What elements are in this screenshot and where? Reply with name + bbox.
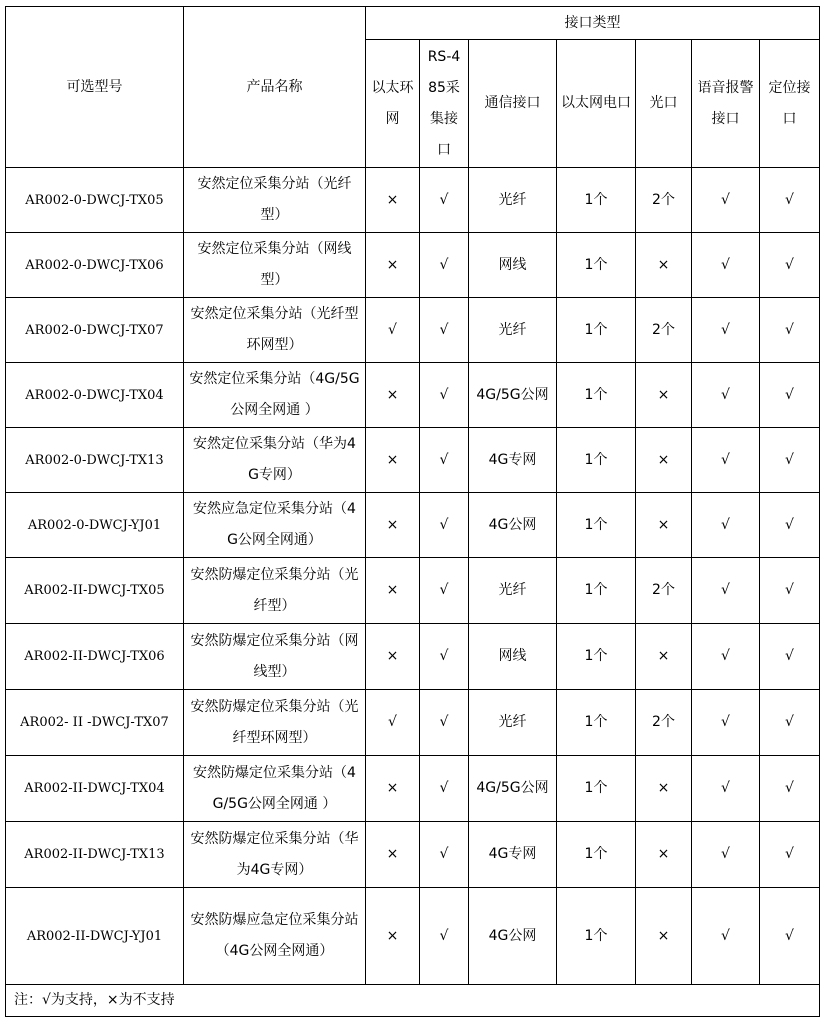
locate-cell: √ (760, 888, 820, 985)
table-footnote: 注：√为支持，×为不支持 (6, 985, 820, 1017)
header-optical-port: 光口 (636, 40, 692, 168)
comm-cell: 4G专网 (469, 822, 557, 888)
ring-cell: √ (366, 690, 420, 756)
locate-cell: √ (760, 428, 820, 493)
optical-cell: × (636, 888, 692, 985)
ethernet-cell: 1个 (557, 298, 636, 363)
voice-cell: √ (692, 888, 760, 985)
model-cell: AR002-II-DWCJ-TX04 (6, 756, 184, 822)
comm-cell: 4G/5G公网 (469, 756, 557, 822)
ring-cell: × (366, 624, 420, 690)
comm-cell: 4G专网 (469, 428, 557, 493)
optical-cell: × (636, 233, 692, 298)
ethernet-cell: 1个 (557, 168, 636, 233)
ethernet-cell: 1个 (557, 756, 636, 822)
product-name-cell: 安然防爆应急定位采集分站（4G公网全网通） (184, 888, 366, 985)
header-positioning: 定位接口 (760, 40, 820, 168)
optical-cell: × (636, 822, 692, 888)
optical-cell: 2个 (636, 558, 692, 624)
rs485-cell: √ (420, 168, 469, 233)
optical-cell: 2个 (636, 690, 692, 756)
product-name-cell: 安然定位采集分站（网线型） (184, 233, 366, 298)
optical-cell: 2个 (636, 168, 692, 233)
comm-cell: 光纤 (469, 168, 557, 233)
product-name-cell: 安然定位采集分站（华为4G专网） (184, 428, 366, 493)
header-voice-alarm: 语音报警接口 (692, 40, 760, 168)
rs485-cell: √ (420, 822, 469, 888)
voice-cell: √ (692, 233, 760, 298)
model-cell: AR002-II-DWCJ-TX06 (6, 624, 184, 690)
locate-cell: √ (760, 558, 820, 624)
model-cell: AR002-0-DWCJ-TX04 (6, 363, 184, 428)
locate-cell: √ (760, 363, 820, 428)
model-cell: AR002-II-DWCJ-TX05 (6, 558, 184, 624)
locate-cell: √ (760, 233, 820, 298)
voice-cell: √ (692, 493, 760, 558)
product-name-cell: 安然防爆定位采集分站（网线型） (184, 624, 366, 690)
header-product-name: 产品名称 (184, 7, 366, 168)
ethernet-cell: 1个 (557, 493, 636, 558)
voice-cell: √ (692, 298, 760, 363)
ethernet-cell: 1个 (557, 690, 636, 756)
optical-cell: × (636, 363, 692, 428)
table-row (6, 298, 820, 363)
comm-cell: 光纤 (469, 558, 557, 624)
locate-cell: √ (760, 624, 820, 690)
product-name-cell: 安然定位采集分站（光纤型环网型） (184, 298, 366, 363)
voice-cell: √ (692, 690, 760, 756)
locate-cell: √ (760, 168, 820, 233)
locate-cell: √ (760, 298, 820, 363)
ethernet-cell: 1个 (557, 558, 636, 624)
ring-cell: × (366, 428, 420, 493)
product-name-cell: 安然防爆定位采集分站（光纤型环网型） (184, 690, 366, 756)
ring-cell: × (366, 493, 420, 558)
locate-cell: √ (760, 493, 820, 558)
ethernet-cell: 1个 (557, 888, 636, 985)
rs485-cell: √ (420, 888, 469, 985)
rs485-cell: √ (420, 428, 469, 493)
locate-cell: √ (760, 756, 820, 822)
ring-cell: × (366, 888, 420, 985)
table-row (6, 233, 820, 298)
voice-cell: √ (692, 624, 760, 690)
model-cell: AR002-II-DWCJ-TX13 (6, 822, 184, 888)
ring-cell: × (366, 363, 420, 428)
optical-cell: × (636, 493, 692, 558)
comm-cell: 网线 (469, 233, 557, 298)
header-comm-interface: 通信接口 (469, 40, 557, 168)
comm-cell: 光纤 (469, 298, 557, 363)
header-ethernet-port: 以太网电口 (557, 40, 636, 168)
voice-cell: √ (692, 428, 760, 493)
product-spec-table (5, 6, 820, 1017)
rs485-cell: √ (420, 558, 469, 624)
header-ethernet-ring: 以太环网 (366, 40, 420, 168)
comm-cell: 4G/5G公网 (469, 363, 557, 428)
model-cell: AR002-0-DWCJ-YJ01 (6, 493, 184, 558)
optical-cell: × (636, 756, 692, 822)
rs485-cell: √ (420, 493, 469, 558)
table-row (6, 493, 820, 558)
table-row (6, 624, 820, 690)
ethernet-cell: 1个 (557, 428, 636, 493)
ring-cell: √ (366, 298, 420, 363)
optical-cell: × (636, 624, 692, 690)
header-interface-type: 接口类型 (366, 7, 820, 40)
rs485-cell: √ (420, 756, 469, 822)
rs485-cell: √ (420, 624, 469, 690)
table-row (6, 888, 820, 985)
voice-cell: √ (692, 558, 760, 624)
table-row (6, 168, 820, 233)
table-row (6, 558, 820, 624)
voice-cell: √ (692, 363, 760, 428)
product-name-cell: 安然定位采集分站（4G/5G公网全网通 ） (184, 363, 366, 428)
rs485-cell: √ (420, 233, 469, 298)
product-name-cell: 安然防爆定位采集分站（4G/5G公网全网通 ） (184, 756, 366, 822)
ring-cell: × (366, 558, 420, 624)
header-model: 可选型号 (6, 7, 184, 168)
ring-cell: × (366, 822, 420, 888)
table-row (6, 822, 820, 888)
table-row (6, 756, 820, 822)
ethernet-cell: 1个 (557, 822, 636, 888)
product-name-cell: 安然定位采集分站（光纤型） (184, 168, 366, 233)
model-cell: AR002-0-DWCJ-TX05 (6, 168, 184, 233)
comm-cell: 光纤 (469, 690, 557, 756)
locate-cell: √ (760, 690, 820, 756)
header-rs485: RS-485采集接口 (420, 40, 469, 168)
product-name-cell: 安然防爆定位采集分站（光纤型） (184, 558, 366, 624)
rs485-cell: √ (420, 298, 469, 363)
product-name-cell: 安然应急定位采集分站（4G公网全网通） (184, 493, 366, 558)
model-cell: AR002-II-DWCJ-YJ01 (6, 888, 184, 985)
ring-cell: × (366, 168, 420, 233)
ethernet-cell: 1个 (557, 363, 636, 428)
model-cell: AR002- II -DWCJ-TX07 (6, 690, 184, 756)
comm-cell: 4G公网 (469, 888, 557, 985)
voice-cell: √ (692, 822, 760, 888)
table-row (6, 690, 820, 756)
ring-cell: × (366, 233, 420, 298)
optical-cell: 2个 (636, 298, 692, 363)
model-cell: AR002-0-DWCJ-TX06 (6, 233, 184, 298)
rs485-cell: √ (420, 690, 469, 756)
ethernet-cell: 1个 (557, 624, 636, 690)
table-row (6, 428, 820, 493)
comm-cell: 4G公网 (469, 493, 557, 558)
optical-cell: × (636, 428, 692, 493)
rs485-cell: √ (420, 363, 469, 428)
table-row (6, 363, 820, 428)
voice-cell: √ (692, 756, 760, 822)
model-cell: AR002-0-DWCJ-TX07 (6, 298, 184, 363)
voice-cell: √ (692, 168, 760, 233)
comm-cell: 网线 (469, 624, 557, 690)
locate-cell: √ (760, 822, 820, 888)
model-cell: AR002-0-DWCJ-TX13 (6, 428, 184, 493)
product-name-cell: 安然防爆定位采集分站（华为4G专网） (184, 822, 366, 888)
ethernet-cell: 1个 (557, 233, 636, 298)
ring-cell: × (366, 756, 420, 822)
